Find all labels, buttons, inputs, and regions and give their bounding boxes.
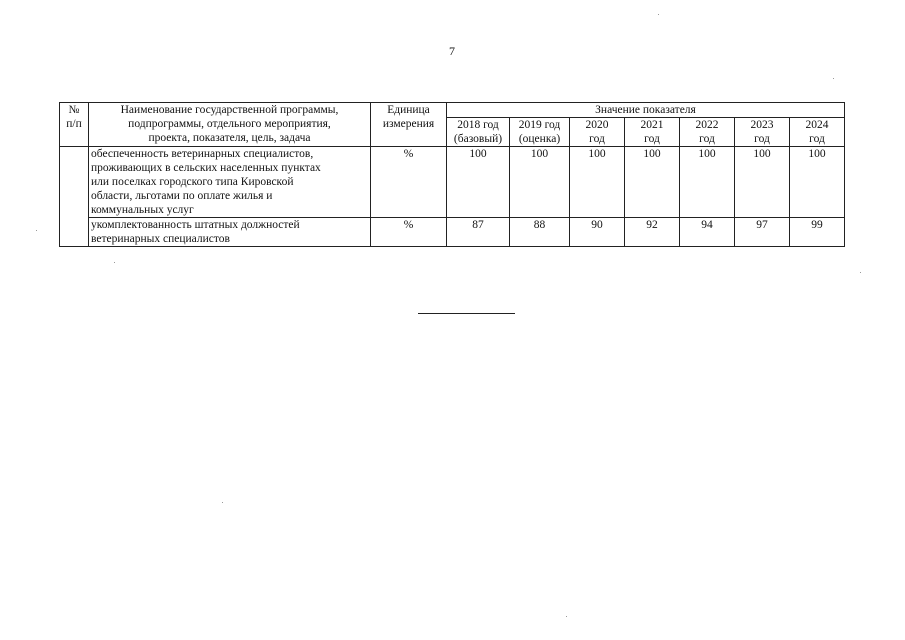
row-value-2020: 100 — [570, 147, 625, 218]
end-of-section-divider — [418, 313, 515, 314]
header-year-2018 — [447, 118, 510, 147]
scan-speck — [658, 14, 659, 15]
header-name-line2: подпрограммы, отдельного мероприятия, — [128, 118, 331, 130]
header-year-line2: (оценка) — [518, 133, 561, 145]
header-unit-line2: измерения — [382, 118, 435, 130]
page-number: 7 — [449, 44, 455, 58]
row-unit: % — [371, 147, 447, 218]
row-name-line: обеспеченность ветеринарных специалистов, — [91, 148, 314, 160]
scan-speck — [222, 502, 223, 503]
header-year-line1: 2021 — [640, 119, 664, 131]
scan-speck — [833, 78, 834, 79]
header-year-2021 — [625, 118, 680, 147]
row-name-line: проживающих в сельских населенных пунктах — [91, 162, 321, 174]
header-name-line1: Наименование государственной программы, — [120, 104, 339, 116]
scan-speck — [36, 230, 37, 231]
header-year-line1: 2019 год — [518, 119, 561, 131]
scan-speck — [860, 272, 861, 273]
header-year-line2: год — [644, 133, 660, 145]
row-number — [60, 147, 89, 247]
row-name-line: ветеринарных специалистов — [91, 233, 230, 245]
header-year-2022 — [680, 118, 735, 147]
row-value-2022: 100 — [680, 147, 735, 218]
header-number-line2: п/п — [66, 118, 82, 130]
row-value-2019: 100 — [510, 147, 570, 218]
header-year-line2: год — [754, 133, 770, 145]
row-name-line: коммунальных услуг — [91, 204, 194, 216]
header-year-line1: 2022 — [695, 119, 719, 131]
header-year-2023 — [735, 118, 790, 147]
row-indicator-name — [89, 147, 371, 218]
indicators-table — [59, 102, 845, 247]
row-name-line: области, льготами по оплате жилья и — [91, 190, 273, 202]
header-year-line1: 2020 — [585, 119, 609, 131]
row-value-2020: 90 — [570, 218, 625, 247]
row-value-2018: 100 — [447, 147, 510, 218]
row-value-2023: 100 — [735, 147, 790, 218]
row-indicator-name — [89, 218, 371, 247]
row-name-line: или поселках городского типа Кировской — [91, 176, 294, 188]
header-year-line2: год — [589, 133, 605, 145]
header-name-line3: проекта, показателя, цель, задача — [148, 132, 311, 144]
row-value-2018: 87 — [447, 218, 510, 247]
row-value-2023: 97 — [735, 218, 790, 247]
header-unit — [371, 103, 447, 147]
table-row — [60, 218, 845, 247]
scan-speck — [566, 616, 567, 617]
row-value-2021: 92 — [625, 218, 680, 247]
table-header-row-1 — [60, 103, 845, 118]
row-value-2024: 100 — [790, 147, 845, 218]
header-number-line1: № — [68, 104, 80, 116]
header-year-line2: год — [809, 133, 825, 145]
row-value-2021: 100 — [625, 147, 680, 218]
header-year-line1: 2018 год — [457, 119, 499, 131]
header-year-line2: (базовый) — [453, 133, 503, 145]
header-year-line1: 2024 — [805, 119, 829, 131]
row-value-2022: 94 — [680, 218, 735, 247]
row-name-line: укомплектованность штатных должностей — [91, 219, 300, 231]
header-unit-line1: Единица — [387, 104, 430, 116]
scan-speck — [114, 262, 115, 263]
header-number — [60, 103, 89, 147]
header-name — [89, 103, 371, 147]
header-year-line1: 2023 — [750, 119, 774, 131]
table-row — [60, 147, 845, 218]
header-year-line2: год — [699, 133, 715, 145]
header-value-group: Значение показателя — [447, 103, 845, 118]
header-year-2020 — [570, 118, 625, 147]
header-year-2019 — [510, 118, 570, 147]
row-unit: % — [371, 218, 447, 247]
row-value-2024: 99 — [790, 218, 845, 247]
row-value-2019: 88 — [510, 218, 570, 247]
header-year-2024 — [790, 118, 845, 147]
